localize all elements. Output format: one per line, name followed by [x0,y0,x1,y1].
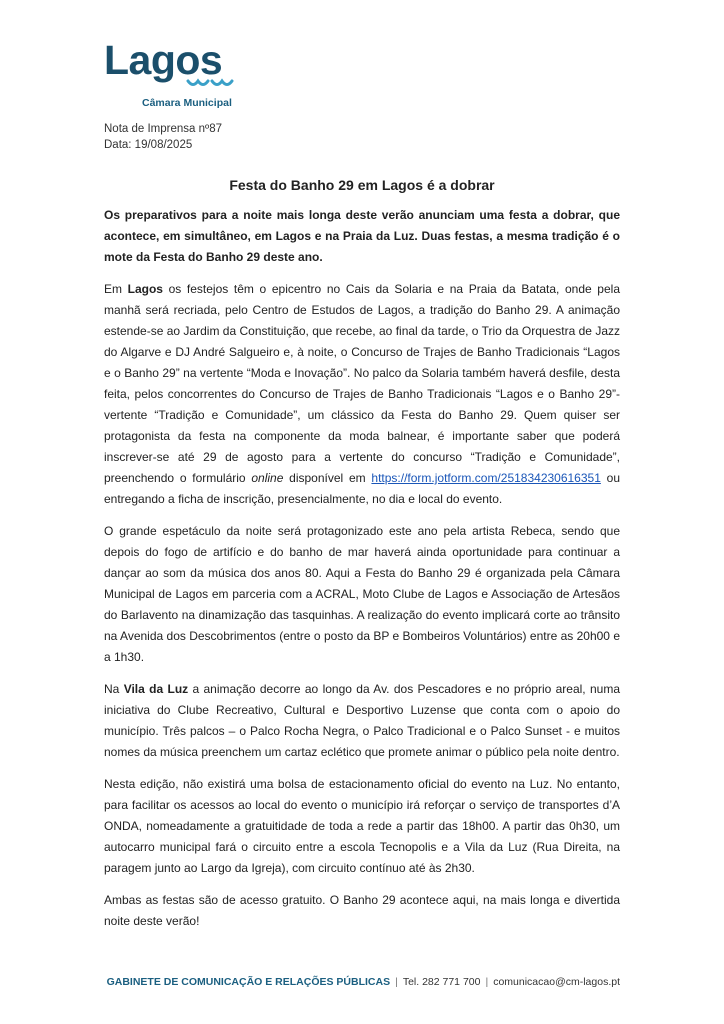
logo-subtitle: Câmara Municipal [142,97,232,109]
press-release-date: Data: 19/08/2025 [104,139,193,151]
article-body [104,205,620,943]
footer-separator: | [395,976,398,988]
place-name-vila-da-luz: Vila da Luz [123,682,189,696]
paragraph-closing: Ambas as festas são de acesso gratuito. O Banho 29 acontece aqui, na mais longa e divertida noite deste verão! [104,893,620,928]
footer-separator: | [485,976,489,988]
press-release-number: Nota de Imprensa nº87 [104,123,222,135]
logo-wordmark: Lagos [104,37,223,83]
paragraph-text: ou entregando a ficha de inscrição, presencialmente, no dia e local do evento. [104,471,620,506]
page-title: Festa do Banho 29 em Lagos é a dobrar [229,177,495,193]
paragraph-text: Na [104,682,124,696]
footer-phone: Tel. 282 771 700 [402,976,481,988]
paragraph-vila-da-luz [104,679,620,763]
paragraph-text: a animação decorre ao longo da Av. dos Pescadores e no próprio areal, numa iniciativa do Clube Recreativo, Cultural e Desportivo Luzense que conta com o apoio do município. Três palcos – o Palco Rocha Negra, o Palco Tradicional e o Palco Sunset - e muitos nomes da música preenchem um cartaz eclético que promete animar o público pela noite dentro. [104,682,620,759]
paragraph-text: os festejos têm o epicentro no Cais da Solaria e na Praia da Batata, onde pela manhã será recriada, pelo Centro de Estudos de Lagos, a tradição do Banho 29. A animação estende-se ao Jardim da Constituição, que recebe, ao final da tarde, o Trio da Orquestra de Jazz do Algarve e DJ André Salgueiro e, à noite, o Concurso de Trajes de Banho Tradicionais “Lagos e o Banho 29” na vertente “Moda e Inovação”. No palco da Solaria também haverá desfile, desta feita, pelos concorrentes do Concurso de Trajes de Banho Tradicionais “Lagos e o Banho 29”- vertente “Tradição e Comunidade”, um clássico da Festa do Banho 29. Quem quiser ser protagonista da festa na componente da moda balnear, é importante saber que poderá inscrever-se até 29 de agosto para a vertente do concurso “Tradição e Comunidade”, preenchendo o formulário [104,282,620,485]
paragraph-text: Em [104,282,128,296]
paragraph-lagos [104,279,620,510]
paragraph-main-show: O grande espetáculo da noite será protagonizado este ano pela artista Rebeca, sendo que depois do fogo de artifício e do banho de mar haverá ainda oportunidade para continuar a dançar ao som da música dos anos 80. Aqui a Festa do Banho 29 é organizada pela Câmara Municipal de Lagos em parceria com a ACRAL, Moto Clube de Lagos e Associação de Artesãos do Barlavento na dinamização das tasquinhas. A realização do evento implicará corte ao trânsito na Avenida dos Descobrimentos (entre o posto da BP e Bombeiros Voluntários) entre as 20h00 e a 1h30. [104,524,620,664]
paragraph-text: disponível em [283,471,372,485]
municipality-logo [104,37,244,110]
footer-department: GABINETE DE COMUNICAÇÃO E RELAÇÕES PÚBLICAS [106,976,391,988]
press-release-meta [104,121,222,153]
footer-email[interactable]: comunicacao@cm-lagos.pt [493,976,620,988]
waves-icon [186,77,242,93]
online-emphasis: online [251,471,284,485]
paragraph-transport: Nesta edição, não existirá uma bolsa de estacionamento oficial do evento na Luz. No entanto, para facilitar os acessos ao local do evento o município irá reforçar o serviço de transportes d’A ONDA, nomeadamente a gratuitidade de toda a rede a partir das 18h00. A partir das 0h30, um autocarro municipal fará o circuito entre a escola Tecnopolis e a Vila da Luz (Rua Direita, na paragem junto ao Largo da Igreja), com circuito contínuo até às 2h30. [104,777,620,875]
registration-form-link[interactable]: https://form.jotform.com/251834230616351 [371,471,601,485]
lead-paragraph: Os preparativos para a noite mais longa deste verão anunciam uma festa a dobrar, que acontece, em simultâneo, em Lagos e na Praia da Luz. Duas festas, a mesma tradição é o mote da Festa do Banho 29 deste ano. [104,208,620,264]
place-name-lagos: Lagos [127,282,163,296]
page-footer [107,976,620,988]
